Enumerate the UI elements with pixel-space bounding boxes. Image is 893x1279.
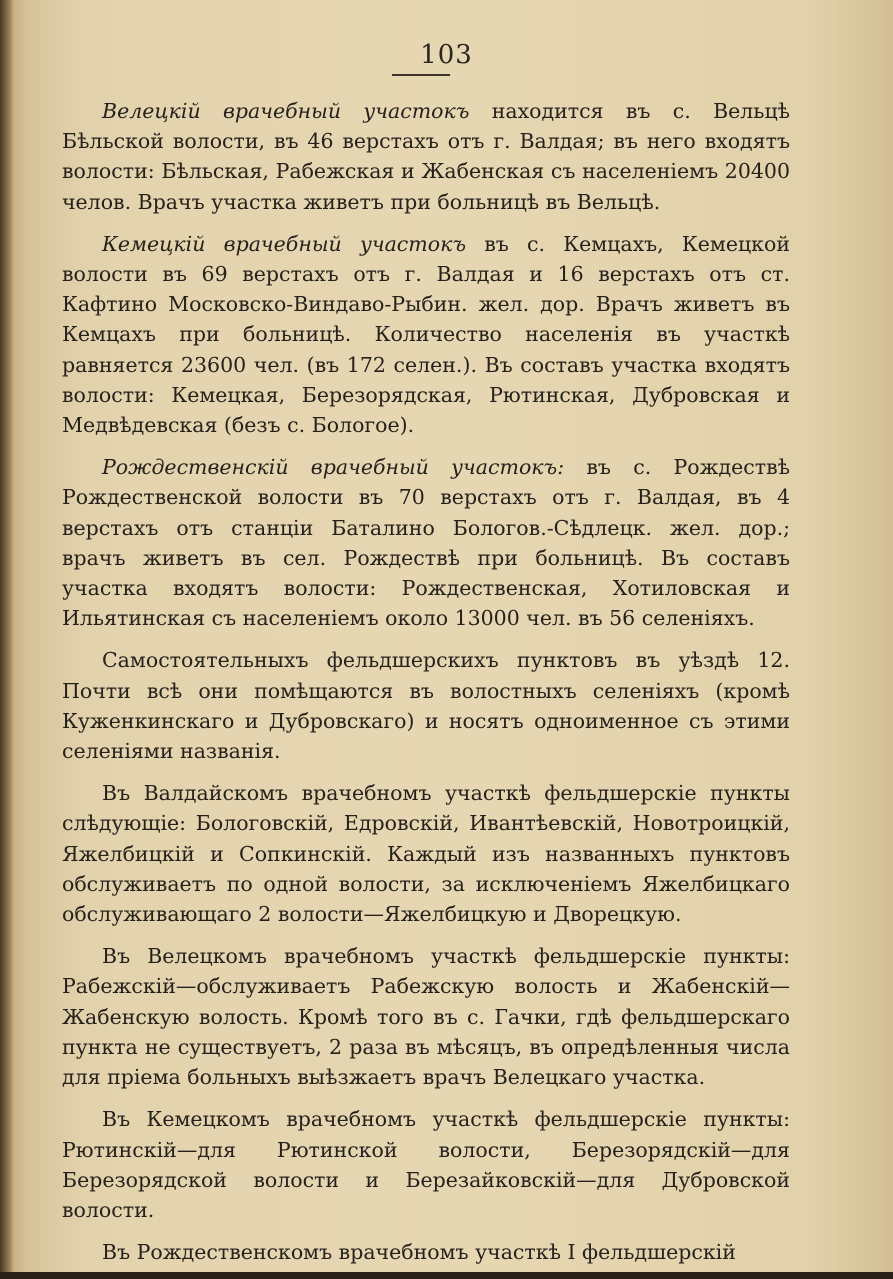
paragraph	[62, 1104, 790, 1225]
paragraph-body: Въ Валдайскомъ врачебномъ участкѣ фельдшерскіе пункты слѣдующіе: Бологовскій, Едровскій, Ивантѣевскій, Новотроицкій, Яжелбицкій и Сопкинскій. Каждый изъ названныхъ пунктовъ обслуживаетъ по одной волости, за исключеніемъ Яжелбицкаго обслуживающаго 2 волости—Яжелбицкую и Дворецкую.	[62, 781, 790, 927]
paragraph	[62, 229, 790, 440]
paragraph	[62, 1237, 790, 1267]
paragraph	[62, 645, 790, 766]
paragraph-body: находится въ с. Вельцѣ Бѣльской волости, въ 46 верстахъ отъ г. Валдая; въ него входятъ волости: Бѣльская, Рабежская и Жабенская съ населеніемъ 20400 челов. Врачъ участка живетъ при больницѣ въ Вельцѣ.	[62, 99, 791, 214]
paragraph-body: Самостоятельныхъ фельдшерскихъ пунктовъ въ уѣздѣ 12. Почти всѣ они помѣщаются въ волостныхъ селеніяхъ (кромѣ Куженкинскаго и Дубровскаго) и носятъ одноименное съ этими селеніями названія.	[62, 648, 790, 764]
paragraph-body: Въ Кемецкомъ врачебномъ участкѣ фельдшерскіе пункты: Рютинскій—для Рютинской волости, Березорядскій—для Березорядской волости и Березайковскій—для Дубровской волости.	[62, 1107, 790, 1222]
paragraph-lead: Велецкій врачебный участокъ	[102, 99, 470, 123]
paragraph-lead: Рождественскій врачебный участокъ:	[102, 455, 565, 480]
page-number: 103	[420, 40, 473, 70]
paragraph-body: Въ Велецкомъ врачебномъ участкѣ фельдшерскіе пункты: Рабежскій—обслуживаетъ Рабежскую волость и Жабенскій—Жабенскую волость. Кромѣ того въ с. Гачки, гдѣ фельдшерскаго пункта не существуетъ, 2 раза въ мѣсяцъ, въ опредѣленныя числа для пріема больныхъ выѣзжаетъ врачъ Велецкаго участка.	[62, 944, 790, 1090]
paragraph	[62, 941, 790, 1092]
paragraph	[62, 96, 790, 217]
paragraph	[62, 778, 790, 929]
paragraph	[62, 452, 790, 633]
paragraph-body: въ с. Рождествѣ Рождественской волости въ 70 верстахъ отъ г. Валдая, въ 4 верстахъ отъ станціи Баталино Бологов.-Сѣдлецк. жел. дор.; врачъ живетъ въ сел. Рождествѣ при больницѣ. Въ составъ участка входятъ волости: Рождественская, Хотиловская и Ильятинская съ населеніемъ около 13000 чел. въ 56 селеніяхъ.	[62, 455, 790, 631]
book-spine-shadow	[0, 0, 14, 1272]
page-number-rule	[392, 74, 450, 76]
body-text	[62, 96, 790, 1279]
paragraph-body: Въ Рождественскомъ врачебномъ участкѣ I фельдшерскій	[102, 1240, 736, 1265]
paragraph-lead: Кемецкій врачебный участокъ	[102, 231, 466, 256]
paragraph-body: въ с. Кемцахъ, Кемецкой волости въ 69 верстахъ отъ г. Валдая и 16 верстахъ отъ ст. Кафтино Московско-Виндаво-Рыбин. жел. дор. Врачъ живетъ въ Кемцахъ при больницѣ. Количество населенія въ участкѣ равняется 23600 чел. (въ 172 селен.). Въ составъ участка входятъ волости: Кемецкая, Березорядская, Рютинская, Дубровская и Медвѣдевская (безъ с. Бологое).	[62, 231, 790, 438]
